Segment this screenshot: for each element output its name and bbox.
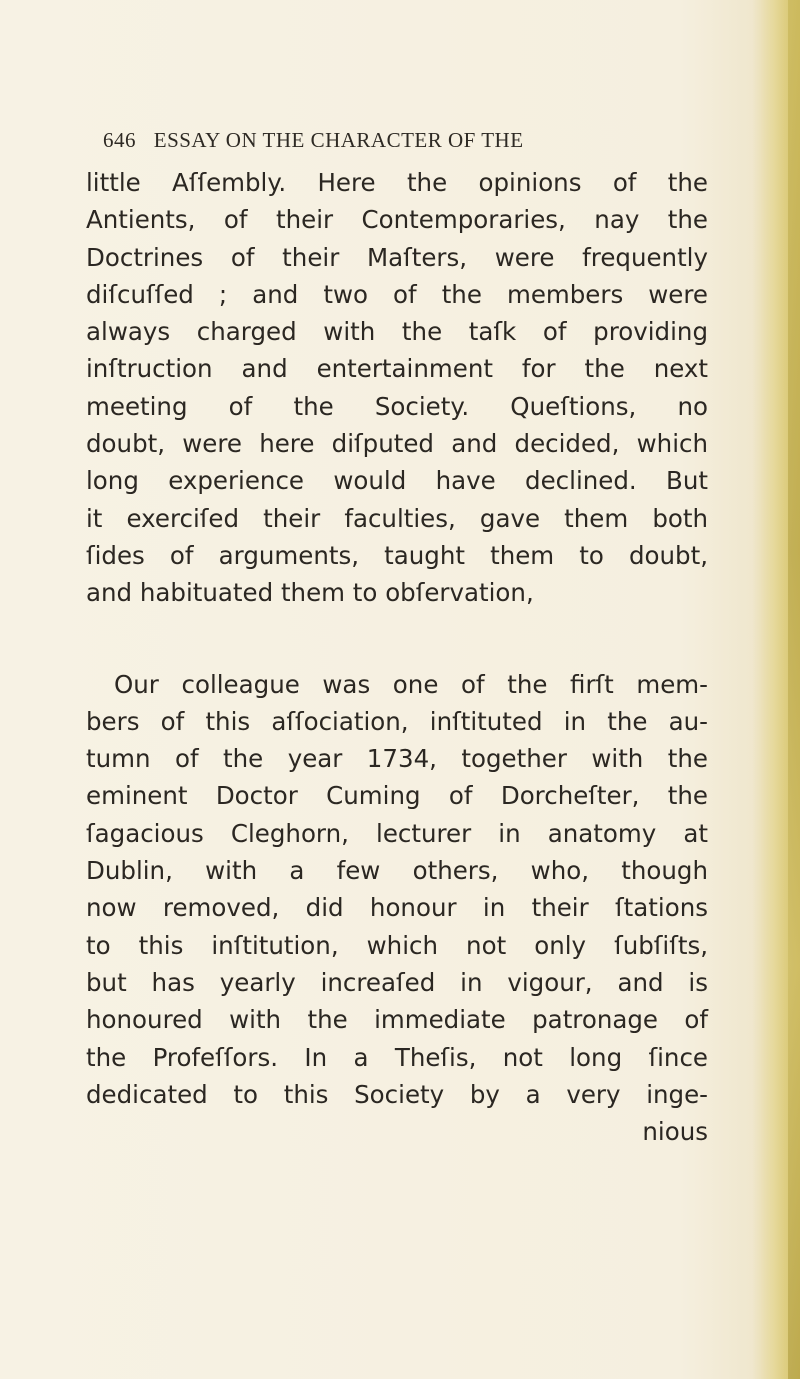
text-line: but has yearly increaſed in vigour, and is bbox=[86, 967, 708, 997]
text-line: ſagacious Cleghorn, lecturer in anatomy at bbox=[86, 818, 708, 848]
text-line: little Aſſembly. Here the opinions of the bbox=[86, 168, 708, 197]
text-line: diſcuſſed ; and two of the members were bbox=[86, 279, 708, 309]
text-line: bers of this aſſociation, inſtituted in the au- bbox=[86, 706, 708, 736]
text-line: honoured with the immediate patronage of bbox=[86, 1005, 708, 1035]
body-text bbox=[86, 164, 726, 1150]
text-line: inſtruction and entertainment for the next bbox=[86, 354, 708, 384]
text-line: to this inſtitution, which not only ſubſiſts, bbox=[86, 930, 708, 960]
paragraph-2 bbox=[86, 666, 726, 1114]
text-line: it exerciſed their faculties, gave them both bbox=[86, 503, 708, 533]
text-line: tumn of the year 1734, together with the bbox=[86, 744, 708, 774]
text-line: always charged with the taſk of providing bbox=[86, 317, 708, 347]
text-line: meeting of the Society. Queſtions, no bbox=[86, 391, 708, 421]
text-line: Our colleague was one of the firſt mem- bbox=[114, 669, 708, 699]
text-line: Antients, of their Contemporaries, nay the bbox=[86, 205, 708, 235]
text-line: ſides of arguments, taught them to doubt, bbox=[86, 540, 708, 570]
paragraph-gap bbox=[86, 612, 726, 666]
text-line: long experience would have declined. But bbox=[86, 466, 708, 496]
text-line: and habituated them to obſervation, bbox=[86, 578, 534, 608]
text-line: eminent Doctor Cuming of Dorcheſter, the bbox=[86, 781, 708, 811]
running-title: ESSAY ON THE CHARACTER OF THE bbox=[153, 128, 524, 152]
catchword: nious bbox=[642, 1117, 708, 1147]
text-line: Doctrines of their Maſters, were frequently bbox=[86, 242, 708, 272]
page-number: 646 bbox=[103, 128, 136, 152]
running-head bbox=[103, 128, 703, 153]
paragraph-1 bbox=[86, 164, 726, 612]
text-line: dedicated to this Society by a very inge- bbox=[86, 1079, 708, 1109]
text-line: now removed, did honour in their ſtations bbox=[86, 893, 708, 923]
page-edge-binding bbox=[788, 0, 800, 1379]
text-line: Dublin, with a few others, who, though bbox=[86, 856, 708, 886]
text-line: the Profeſſors. In a Theſis, not long ſince bbox=[86, 1042, 708, 1072]
text-line: doubt, were here diſputed and decided, which bbox=[86, 429, 708, 459]
